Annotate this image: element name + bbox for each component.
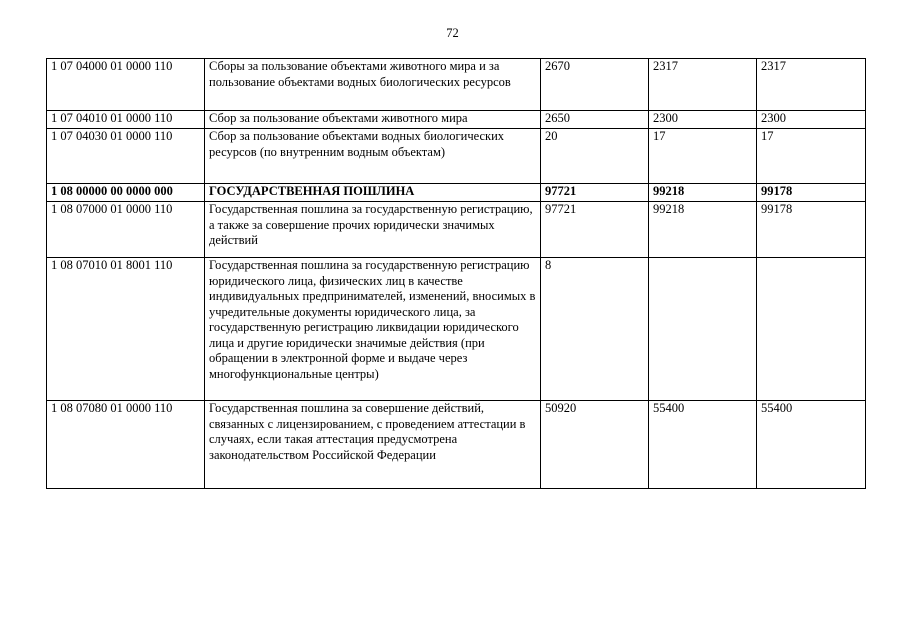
table-row	[47, 184, 866, 202]
row-name: Сборы за пользование объектами животного мира и за пользование объектами водных биологических ресурсов	[205, 59, 541, 111]
row-value-2: 2300	[649, 111, 757, 129]
row-code: 1 07 04010 01 0000 110	[47, 111, 205, 129]
row-code: 1 08 07000 01 0000 110	[47, 202, 205, 258]
row-code: 1 08 07080 01 0000 110	[47, 401, 205, 489]
row-code: 1 08 07010 01 8001 110	[47, 258, 205, 401]
row-value-3: 17	[757, 129, 866, 184]
row-code: 1 07 04030 01 0000 110	[47, 129, 205, 184]
row-value-1: 2670	[541, 59, 649, 111]
row-value-2: 2317	[649, 59, 757, 111]
row-name: ГОСУДАРСТВЕННАЯ ПОШЛИНА	[205, 184, 541, 202]
row-value-1: 20	[541, 129, 649, 184]
row-value-1: 8	[541, 258, 649, 401]
table-row	[47, 401, 866, 489]
row-name: Государственная пошлина за совершение действий, связанных с лицензированием, с проведением аттестации в случаях, если такая аттестация предусмотрена законодательством Российской Федерации	[205, 401, 541, 489]
row-value-3	[757, 258, 866, 401]
row-value-2: 99218	[649, 202, 757, 258]
page-number: 72	[446, 26, 459, 40]
table-row	[47, 258, 866, 401]
row-value-3: 2317	[757, 59, 866, 111]
row-name: Сбор за пользование объектами животного мира	[205, 111, 541, 129]
row-value-2: 17	[649, 129, 757, 184]
table-row	[47, 111, 866, 129]
row-name: Государственная пошлина за государственную регистрацию юридического лица, физических лиц в качестве индивидуальных предпринимателей, изменений, вносимых в учредительные документы юридического лица, за государственную регистрацию ликвидации юридического лица и другие юридически значимые действия (при обращении в электронной форме и выдаче через многофункциональные центры)	[205, 258, 541, 401]
row-value-1: 50920	[541, 401, 649, 489]
row-value-2: 99218	[649, 184, 757, 202]
table-row	[47, 129, 866, 184]
row-value-3: 2300	[757, 111, 866, 129]
row-value-3: 55400	[757, 401, 866, 489]
table-row	[47, 59, 866, 111]
row-value-2	[649, 258, 757, 401]
row-value-3: 99178	[757, 202, 866, 258]
row-code: 1 07 04000 01 0000 110	[47, 59, 205, 111]
row-name: Государственная пошлина за государственную регистрацию, а также за совершение прочих юридически значимых действий	[205, 202, 541, 258]
table-row	[47, 202, 866, 258]
row-code: 1 08 00000 00 0000 000	[47, 184, 205, 202]
row-name: Сбор за пользование объектами водных биологических ресурсов (по внутренним водным объектам)	[205, 129, 541, 184]
row-value-1: 97721	[541, 184, 649, 202]
row-value-1: 2650	[541, 111, 649, 129]
row-value-3: 99178	[757, 184, 866, 202]
row-value-2: 55400	[649, 401, 757, 489]
budget-table	[46, 58, 866, 489]
row-value-1: 97721	[541, 202, 649, 258]
